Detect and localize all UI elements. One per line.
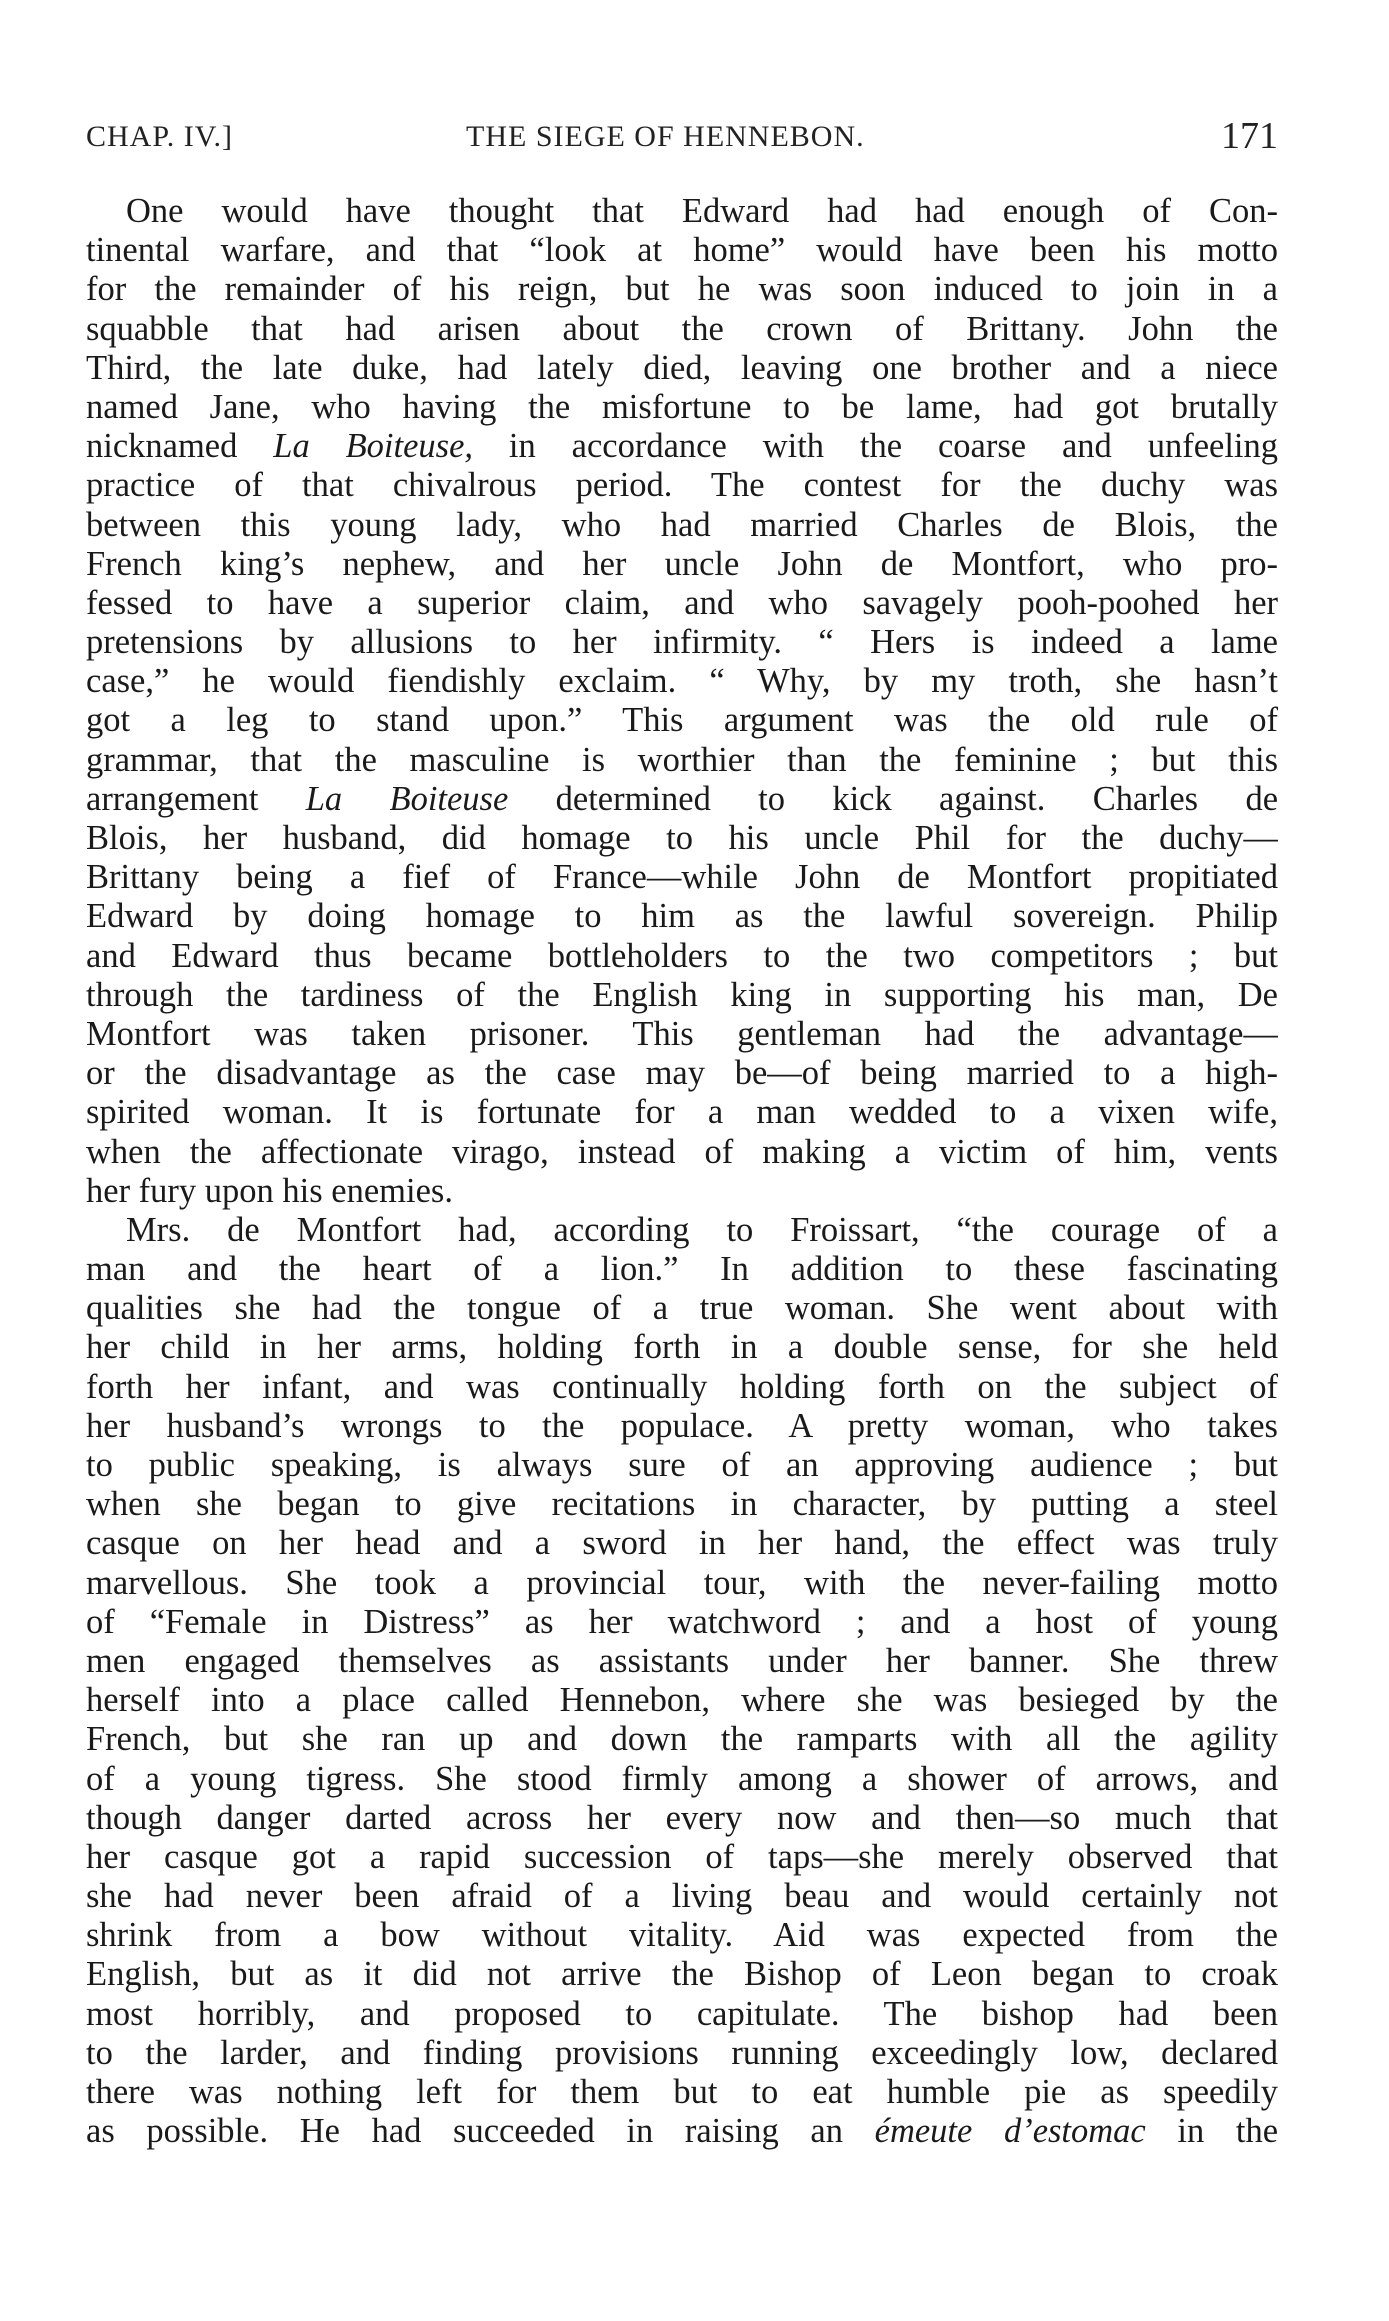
text-line	[86, 1877, 1278, 1916]
text-segment: marvellous. She took a provincial tour, with the never-failing motto	[86, 1563, 1278, 1602]
text-segment: to public speaking, is always sure of an approving audience ; but	[86, 1446, 1278, 1484]
text-segment: practice of that chivalrous period. The contest for the duchy was	[86, 466, 1278, 505]
text-segment: casque on her head and a sword in her hand, the effect was truly	[86, 1524, 1278, 1563]
text-line	[86, 270, 1278, 309]
text-line	[86, 1133, 1278, 1172]
text-line	[86, 1485, 1278, 1524]
text-segment: French king’s nephew, and her uncle John de Montfort, who pro-	[86, 544, 1278, 583]
text-segment: forth her infant, and was continually holding forth on the subject of	[86, 1367, 1278, 1406]
text-segment: her fury upon his enemies.	[86, 1171, 453, 1210]
text-segment: tinental warfare, and that “look at home” would have been his motto	[86, 231, 1278, 270]
text-line	[86, 780, 1278, 819]
text-line	[86, 1916, 1278, 1955]
text-line	[86, 584, 1278, 623]
text-segment: nicknamed	[86, 427, 274, 466]
text-segment: One would have thought that Edward had had enough of Con-	[126, 192, 1278, 230]
text-line	[86, 662, 1278, 701]
text-segment: there was nothing left for them but to eat humble pie as speedily	[86, 2073, 1278, 2111]
text-line	[86, 231, 1278, 270]
italic-phrase: émeute d’estomac	[874, 2112, 1146, 2151]
text-segment: for the remainder of his reign, but he was soon induced to join in a	[86, 270, 1278, 309]
text-line	[86, 1720, 1278, 1759]
text-line	[86, 1407, 1278, 1446]
text-segment: to the larder, and finding provisions running exceedingly low, declared	[86, 2033, 1278, 2072]
text-segment: or the disadvantage as the case may be—of being married to a high-	[86, 1054, 1278, 1093]
text-line	[86, 192, 1278, 231]
text-segment: when the affectionate virago, instead of making a victim of him, vents	[86, 1132, 1278, 1171]
text-line	[86, 2112, 1278, 2151]
text-segment: her child in her arms, holding forth in a double sense, for she held	[86, 1328, 1278, 1367]
text-segment: Blois, her husband, did homage to his uncle Phil for the duchy—	[86, 819, 1278, 857]
text-segment: shrink from a bow without vitality. Aid was expected from the	[86, 1916, 1278, 1955]
text-segment: as possible. He had succeeded in raising an	[86, 2112, 875, 2151]
text-line	[86, 1446, 1278, 1485]
text-line	[86, 1564, 1278, 1603]
text-line	[86, 427, 1278, 466]
italic-phrase: La Boiteuse,	[273, 427, 474, 466]
text-line	[86, 349, 1278, 388]
text-segment: squabble that had arisen about the crown of Brittany. John the	[86, 309, 1278, 348]
text-line	[86, 1760, 1278, 1799]
text-segment: grammar, that the masculine is worthier than the feminine ; but this	[86, 740, 1278, 779]
text-line	[86, 623, 1278, 662]
text-segment: named Jane, who having the misfortune to be lame, had got brutally	[86, 387, 1278, 426]
text-line	[86, 545, 1278, 584]
text-line	[86, 1642, 1278, 1681]
text-line	[86, 741, 1278, 780]
text-segment: French, but she ran up and down the ramparts with all the agility	[86, 1720, 1278, 1759]
text-line	[86, 819, 1278, 858]
text-line	[86, 2073, 1278, 2112]
text-line	[86, 1250, 1278, 1289]
text-segment: men engaged themselves as assistants under her banner. She threw	[86, 1641, 1278, 1680]
chapter-title: THE SIEGE OF HENNEBON.	[466, 120, 865, 153]
text-segment: Mrs. de Montfort had, according to Froissart, “the courage of a	[126, 1210, 1278, 1249]
text-segment: most horribly, and proposed to capitulate. The bishop had been	[86, 1994, 1278, 2033]
text-segment: Edward by doing homage to him as the lawful sovereign. Philip	[86, 897, 1278, 936]
text-line	[86, 1015, 1278, 1054]
text-segment: got a leg to stand upon.” This argument was the old rule of	[86, 701, 1278, 740]
text-segment: when she began to give recitations in character, by putting a steel	[86, 1485, 1278, 1524]
text-line	[86, 937, 1278, 976]
text-segment: arrangement	[86, 779, 306, 818]
text-segment: between this young lady, who had married Charles de Blois, the	[86, 505, 1278, 544]
text-segment: Montfort was taken prisoner. This gentleman had the advantage—	[86, 1014, 1278, 1053]
text-line	[86, 388, 1278, 427]
text-line	[86, 1955, 1278, 1994]
text-line	[86, 1368, 1278, 1407]
text-segment: determined to kick against. Charles de	[508, 779, 1278, 818]
text-line	[86, 1093, 1278, 1132]
text-segment: she had never been afraid of a living beau and would certainly not	[86, 1877, 1278, 1916]
text-line	[86, 701, 1278, 740]
chapter-label: CHAP. IV.]	[86, 120, 233, 153]
text-line	[86, 1799, 1278, 1838]
text-line	[86, 897, 1278, 936]
text-segment: Third, the late duke, had lately died, leaving one brother and a niece	[86, 348, 1278, 387]
page-number: 171	[1221, 115, 1278, 157]
text-segment: man and the heart of a lion.” In addition to these fascinating	[86, 1250, 1278, 1289]
text-segment: in the	[1145, 2112, 1278, 2151]
text-segment: in accordance with the coarse and unfeeling	[473, 427, 1278, 466]
text-segment: her casque got a rapid succession of taps—she merely observed that	[86, 1837, 1278, 1876]
text-segment: though danger darted across her every now and then—so much that	[86, 1798, 1278, 1837]
text-line	[86, 466, 1278, 505]
text-segment: her husband’s wrongs to the populace. A pretty woman, who takes	[86, 1406, 1278, 1445]
text-line	[86, 858, 1278, 897]
text-line	[86, 1054, 1278, 1093]
running-head	[86, 112, 1278, 162]
text-segment: pretensions by allusions to her infirmity. “ Hers is indeed a lame	[86, 623, 1278, 662]
text-line	[86, 2034, 1278, 2073]
text-segment: case,” he would fiendishly exclaim. “ Why, by my troth, she hasn’t	[86, 662, 1278, 701]
text-segment: fessed to have a superior claim, and who savagely pooh-poohed her	[86, 583, 1278, 622]
text-line	[86, 976, 1278, 1015]
text-line	[86, 1838, 1278, 1877]
text-segment: herself into a place called Hennebon, where she was besieged by the	[86, 1681, 1278, 1720]
text-segment: English, but as it did not arrive the Bishop of Leon began to croak	[86, 1955, 1278, 1994]
text-line	[86, 1995, 1278, 2034]
text-line	[86, 1211, 1278, 1250]
text-line	[86, 1289, 1278, 1328]
text-segment: spirited woman. It is fortunate for a man wedded to a vixen wife,	[86, 1093, 1278, 1132]
text-line	[86, 310, 1278, 349]
text-segment: of “Female in Distress” as her watchword ; and a host of young	[86, 1602, 1278, 1641]
text-segment: of a young tigress. She stood firmly among a shower of arrows, and	[86, 1759, 1278, 1798]
text-segment: and Edward thus became bottleholders to the two competitors ; but	[86, 936, 1278, 975]
text-segment: through the tardiness of the English king in supporting his man, De	[86, 975, 1278, 1014]
text-line	[86, 1603, 1278, 1642]
text-line	[86, 1681, 1278, 1720]
text-line	[86, 506, 1278, 545]
body-text	[86, 192, 1278, 2151]
text-line	[86, 1328, 1278, 1367]
text-segment: qualities she had the tongue of a true woman. She went about with	[86, 1289, 1278, 1328]
text-line	[86, 1524, 1278, 1563]
text-segment: Brittany being a fief of France—while John de Montfort propitiated	[86, 858, 1278, 897]
text-line	[86, 1172, 1278, 1211]
italic-phrase: La Boiteuse	[305, 779, 509, 818]
